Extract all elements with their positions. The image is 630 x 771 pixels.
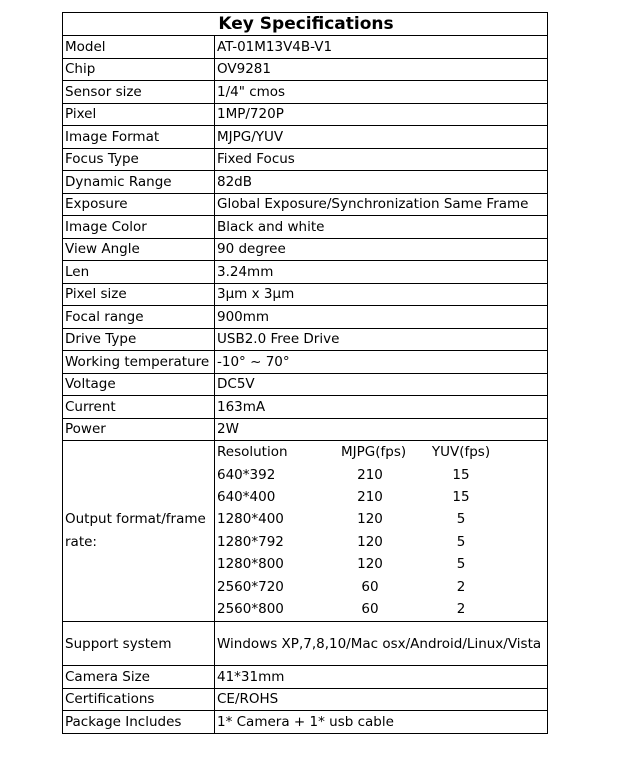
spec-value: 41*31mm (215, 666, 548, 689)
spec-label: Current (63, 396, 215, 419)
spec-row (63, 622, 548, 666)
mjpg-fps-cell: 120 (357, 556, 383, 573)
spec-label: Focus Type (63, 148, 215, 171)
resolution-row (217, 575, 547, 597)
spec-row (63, 688, 548, 711)
output-format-value (215, 441, 548, 622)
spec-row (63, 81, 548, 104)
spec-label: Chip (63, 58, 215, 81)
yuv-fps-cell: 2 (456, 600, 466, 617)
mjpg-fps-cell: 60 (361, 578, 379, 595)
resolution-cell: 1280*400 (217, 511, 284, 528)
output-format-row (63, 441, 548, 622)
spec-value: MJPG/YUV (215, 126, 548, 149)
resolution-row (217, 531, 547, 553)
spec-label: Certifications (63, 688, 215, 711)
resolution-row (217, 486, 547, 508)
spec-label: Focal range (63, 306, 215, 329)
resolution-cell: 2560*800 (217, 600, 284, 617)
spec-row (63, 666, 548, 689)
table-title: Key Specifications (63, 13, 548, 36)
spec-row (63, 103, 548, 126)
spec-label: View Angle (63, 238, 215, 261)
spec-label: Voltage (63, 373, 215, 396)
spec-value: 900mm (215, 306, 548, 329)
spec-table (62, 12, 548, 734)
resolution-cell: 1280*800 (217, 556, 284, 573)
spec-row (63, 351, 548, 374)
spec-value: USB2.0 Free Drive (215, 328, 548, 351)
spec-row (63, 711, 548, 734)
spec-value: Global Exposure/Synchronization Same Frame (215, 193, 548, 216)
mjpg-fps-cell: 120 (357, 533, 383, 550)
yuv-fps-cell: 5 (456, 533, 466, 550)
resolution-table (217, 441, 547, 620)
yuv-fps-cell: 5 (456, 556, 466, 573)
resolution-cell: 640*392 (217, 466, 276, 483)
mjpg-fps-cell: 210 (357, 466, 383, 483)
spec-value: 82dB (215, 171, 548, 194)
spec-row (63, 148, 548, 171)
resolution-cell: 2560*720 (217, 578, 284, 595)
spec-row (63, 126, 548, 149)
spec-label: Len (63, 261, 215, 284)
spec-label: Drive Type (63, 328, 215, 351)
spec-value: CE/ROHS (215, 688, 548, 711)
mjpg-fps-cell: 120 (357, 511, 383, 528)
spec-value: 1MP/720P (215, 103, 548, 126)
spec-value: 3.24mm (215, 261, 548, 284)
output-format-label: Output format/frame rate: (63, 441, 215, 622)
resolution-row (217, 553, 547, 575)
resolution-header-cell: Resolution (217, 444, 288, 461)
resolution-header (217, 441, 547, 463)
spec-row (63, 36, 548, 59)
spec-label: Image Color (63, 216, 215, 239)
spec-value: 3μm x 3μm (215, 283, 548, 306)
spec-row (63, 261, 548, 284)
yuv-fps-cell: 2 (456, 578, 466, 595)
spec-label: Package Includes (63, 711, 215, 734)
yuv-fps-cell: 15 (452, 466, 470, 483)
spec-row (63, 171, 548, 194)
spec-label: Dynamic Range (63, 171, 215, 194)
spec-value: AT-01M13V4B-V1 (215, 36, 548, 59)
resolution-cell: 640*400 (217, 488, 276, 505)
spec-label: Power (63, 418, 215, 441)
resolution-row (217, 598, 547, 620)
resolution-header-cell: MJPG(fps) (341, 444, 407, 461)
resolution-row (217, 508, 547, 530)
spec-value: Fixed Focus (215, 148, 548, 171)
spec-label: Image Format (63, 126, 215, 149)
spec-row (63, 306, 548, 329)
resolution-header-cell: YUV(fps) (431, 444, 491, 461)
yuv-fps-cell: 5 (456, 511, 466, 528)
spec-value: 1/4" cmos (215, 81, 548, 104)
spec-row (63, 216, 548, 239)
spec-row (63, 396, 548, 419)
spec-row (63, 373, 548, 396)
spec-value: OV9281 (215, 58, 548, 81)
resolution-row (217, 463, 547, 485)
spec-value: 163mA (215, 396, 548, 419)
spec-value: -10° ~ 70° (215, 351, 548, 374)
mjpg-fps-cell: 210 (357, 488, 383, 505)
spec-row (63, 418, 548, 441)
spec-row (63, 238, 548, 261)
spec-label: Exposure (63, 193, 215, 216)
spec-row (63, 283, 548, 306)
spec-value: Windows XP,7,8,10/Mac osx/Android/Linux/Vista (215, 622, 548, 666)
spec-value: DC5V (215, 373, 548, 396)
resolution-cell: 1280*792 (217, 533, 284, 550)
spec-value: 2W (215, 418, 548, 441)
spec-value: 1* Camera + 1* usb cable (215, 711, 548, 734)
spec-value: 90 degree (215, 238, 548, 261)
spec-label: Support system (63, 622, 215, 666)
spec-label: Camera Size (63, 666, 215, 689)
mjpg-fps-cell: 60 (361, 600, 379, 617)
spec-label: Sensor size (63, 81, 215, 104)
spec-row (63, 328, 548, 351)
spec-row (63, 193, 548, 216)
spec-label: Pixel (63, 103, 215, 126)
spec-value: Black and white (215, 216, 548, 239)
spec-label: Pixel size (63, 283, 215, 306)
spec-row (63, 58, 548, 81)
spec-label: Working temperature (63, 351, 215, 374)
yuv-fps-cell: 15 (452, 488, 470, 505)
spec-label: Model (63, 36, 215, 59)
